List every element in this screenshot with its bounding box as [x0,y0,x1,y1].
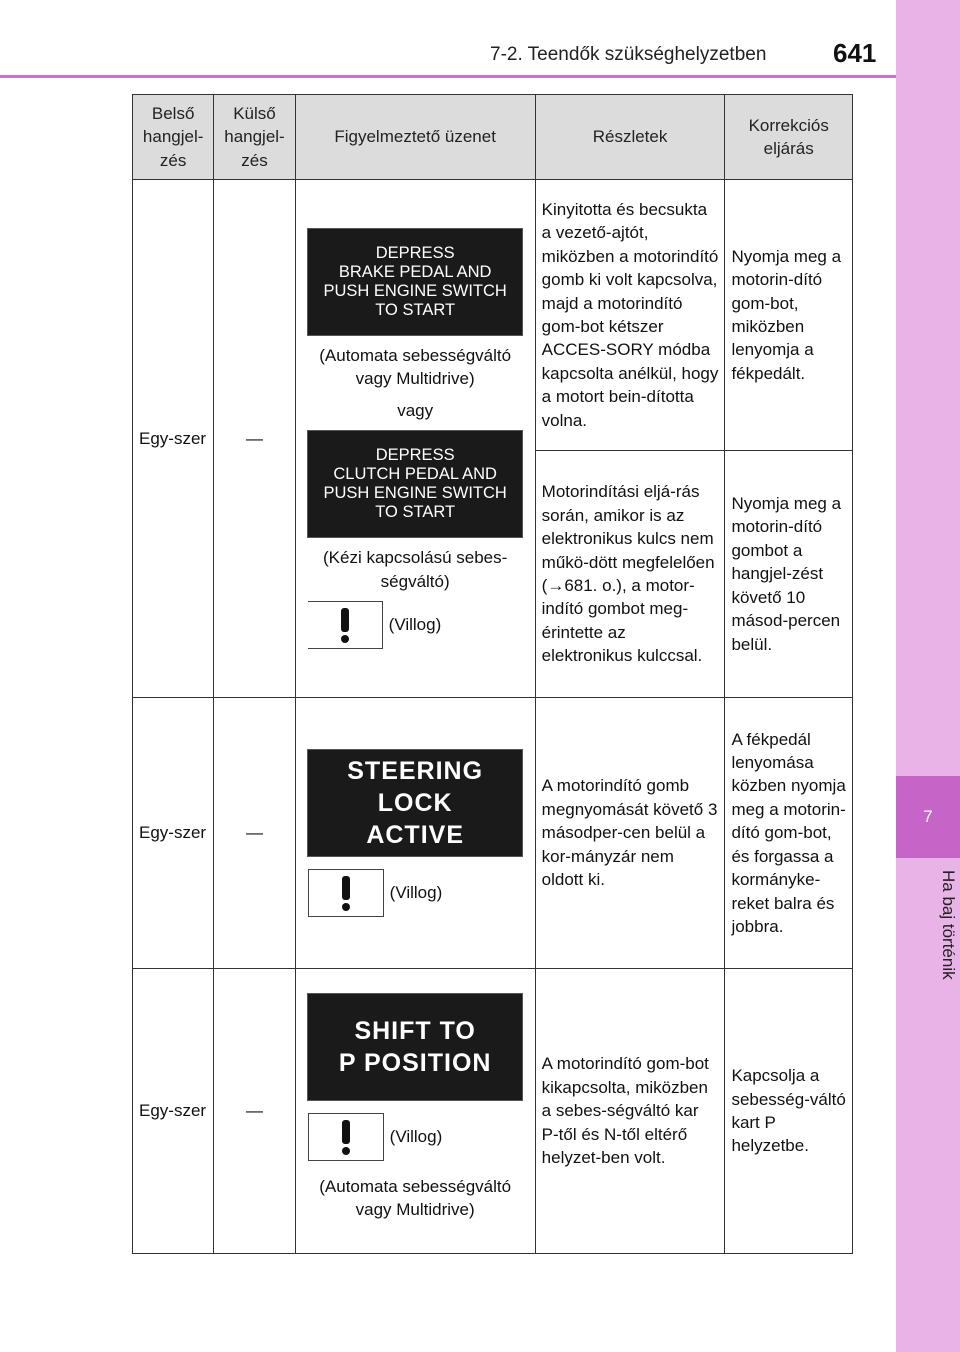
display-line: CLUTCH PEDAL AND [333,465,497,484]
warning-message-cell [295,180,535,698]
table-header-row [133,95,853,180]
display-line: PUSH ENGINE SWITCH [323,484,507,503]
warning-triangle-icon [308,1113,384,1161]
table-row [133,969,853,1254]
page-number: 641 [833,38,877,68]
table-row [133,180,853,451]
display-line: TO START [375,503,456,522]
internal-buzzer-cell: Egy-szer [133,969,214,1254]
action-cell: Nyomja meg a motorin-dító gom-bot, miközben lenyomja a fékpedált. [725,180,853,451]
display-line: DEPRESS [375,446,455,465]
details-cell: A motorindító gom-bot kikapcsolta, miközben a sebes-ségváltó kar P-től és N-től eltérő helyzet-ben volt. [535,969,725,1254]
display-line: BRAKE PEDAL AND [338,262,492,281]
display-line: TO START [375,300,456,319]
display-message-clutch [307,430,523,538]
warning-message-cell [295,698,535,969]
external-buzzer-cell: — [214,969,295,1254]
warning-indicator-row [308,1113,535,1161]
external-buzzer-cell: — [214,180,295,698]
warning-triangle-icon [308,601,383,649]
display-message-shift [307,993,523,1101]
external-buzzer-cell: — [214,698,295,969]
chapter-number: 7 [923,807,933,826]
display-line: SHIFT TO [354,1016,476,1045]
transmission-note: (Automata sebességváltó vagy Multidrive) [319,1176,512,1219]
display-line: PUSH ENGINE SWITCH [323,281,507,300]
display-line: STEERING LOCK [347,757,484,817]
or-text: vagy [397,400,434,420]
transmission-note: (Automata sebességváltó vagy Multidrive) [319,345,512,389]
header-corrective-action: Korrekciós eljárás [725,95,853,180]
header-details: Részletek [535,95,725,180]
header-external-buzzer: Külső hangjel-zés [214,95,295,180]
details-cell: Kinyitotta és becsukta a vezető-ajtót, miközben a motorindító gomb ki volt kapcsolva, majd a motorindító gom-bot kétszer ACCES-SORY módba kapcsolta anélkül, hogy a motort bein-dította volna. [535,180,725,451]
warning-triangle-icon [308,869,384,917]
blink-label: (Villog) [389,1126,443,1146]
header-warning-message: Figyelmeztető üzenet [295,95,535,180]
details-cell: A motorindító gomb megnyomását követő 3 másodper-cen belül a kor-mányzár nem oldott ki. [535,698,725,969]
display-line: P POSITION [338,1048,492,1077]
warning-message-cell [295,969,535,1254]
warning-indicator-row [308,869,535,917]
internal-buzzer-cell: Egy-szer [133,180,214,698]
header-rule [0,75,896,78]
section-title: 7-2. Teendők szükséghelyzetben [490,44,767,65]
action-cell: Nyomja meg a motorin-dító gombot a hangjel-zést követő 10 másod-percen belül. [725,451,853,698]
warning-table [132,94,853,1254]
side-tab-background [896,0,960,1352]
action-cell: Kapcsolja a sebesség-váltó kart P helyzetbe. [725,969,853,1254]
display-line: DEPRESS [375,243,455,262]
display-message-steering [307,749,523,857]
transmission-note: (Kézi kapcsolású sebes-ségváltó) [323,548,508,591]
warning-indicator-row [308,601,535,649]
display-message-brake [307,228,523,336]
internal-buzzer-cell: Egy-szer [133,698,214,969]
blink-label: (Villog) [389,883,443,903]
action-cell: A fékpedál lenyomása közben nyomja meg a motorin-dító gom-bot, és forgassa a kormányke-reket balra és jobbra. [725,698,853,969]
table-row [133,698,853,969]
blink-label: (Villog) [388,615,442,635]
details-cell: Motorindítási eljá-rás során, amikor is az elektronikus kulcs nem műkö-dött megfelelően (→681. o.), a motor-indító gombot meg-érintette az elektronikus kulccsal. [535,451,725,698]
header-internal-buzzer: Belső hangjel-zés [133,95,214,180]
chapter-tab [896,776,960,858]
chapter-label: Ha baj történik [939,870,958,980]
display-line: ACTIVE [366,821,464,849]
